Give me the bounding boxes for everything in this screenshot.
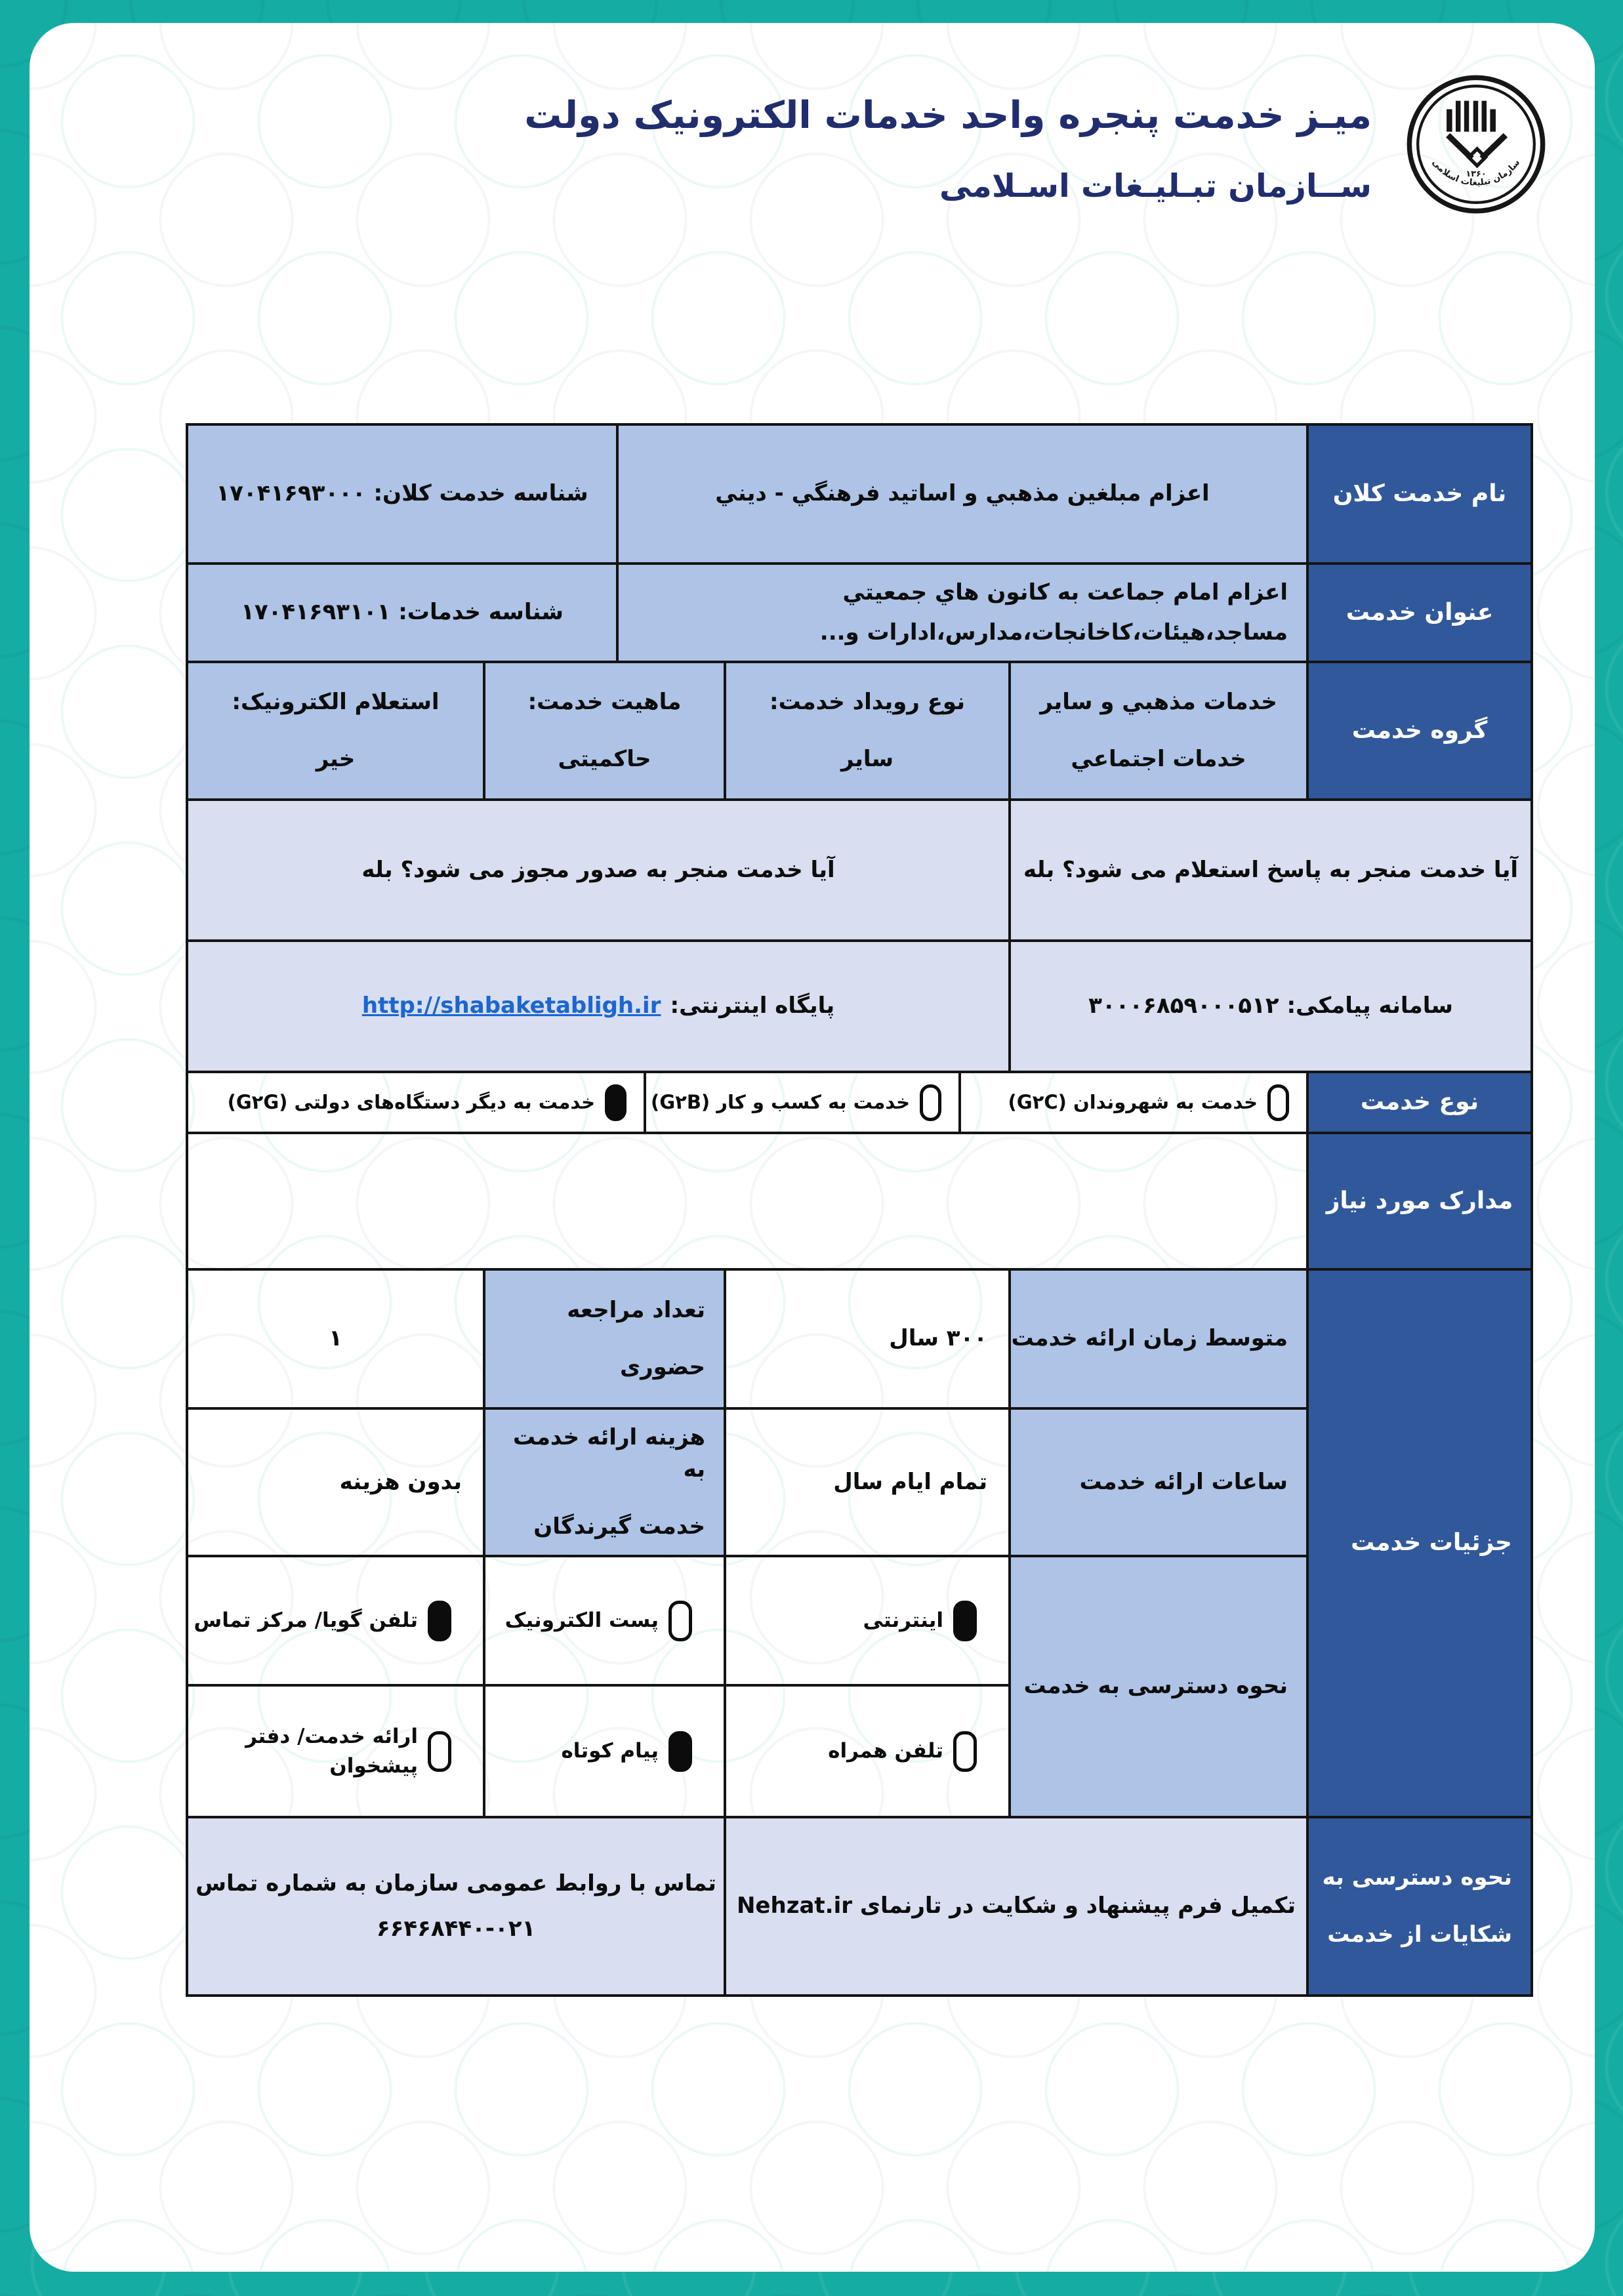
option-mobile [828,1731,977,1772]
service-group-value [1010,662,1307,800]
access-options [187,1556,1010,1817]
checkbox-internet[interactable] [953,1601,977,1641]
service-id: شناسه خدمات: ۱۷۰۴۱۶۹۳۱۰۱ [187,564,617,662]
visits-label-line1: تعداد مراجعه [567,1296,705,1323]
checkbox-g2b[interactable] [920,1084,941,1121]
page-subtitle: ســازمان تبـلیـغات اسـلامی [939,167,1372,205]
checkbox-email[interactable] [668,1601,692,1641]
service-type-option-g2g [187,1072,645,1133]
event-type-cell [725,662,1010,800]
leads-to-license: آیا خدمت منجر به صدور مجوز می شود؟ بله [187,800,1010,941]
service-title-text [617,564,1307,662]
access-option-counter [187,1685,484,1817]
complaints-phone-line2: ۶۶۴۶۸۴۴۰-۰۲۱ [376,1916,536,1942]
option-ivr-label: تلفن گویا/ مرکز تماس [194,1609,418,1633]
cost-label-line1: هزینه ارائه خدمت به [512,1424,705,1483]
macro-service-name: اعزام مبلغين مذهبي و اساتيد فرهنگي - ديني [617,424,1307,564]
visits-label [484,1269,725,1408]
option-counter [245,1722,451,1781]
row-header-complaints [1307,1817,1532,1996]
electronic-inquiry-label: استعلام الکترونیک: [232,688,440,715]
avg-time-label: متوسط زمان ارائه خدمت [1010,1269,1307,1408]
details-content [187,1269,1307,1817]
service-type-option-g2c [960,1072,1307,1133]
avg-time-value: ۳۰۰ سال [725,1269,1010,1408]
row-header-required-documents: مدارک مورد نیاز [1307,1133,1532,1269]
table-section-details [187,1269,1532,1817]
organization-emblem-icon [1406,74,1546,215]
table-row-service-group [187,662,1532,800]
option-sms [562,1731,693,1772]
kufic-allah-motif [1446,101,1508,166]
option-internet [863,1601,977,1641]
group-line2: خدمات اجتماعي [1071,746,1246,772]
access-row-1 [187,1556,1010,1685]
option-counter-label [245,1722,418,1781]
option-email [505,1601,692,1641]
table-row-complaints [187,1817,1532,1996]
event-type-label: نوع رويداد خدمت: [770,688,965,715]
page-title: میـز خدمت پنجره واحد خدمات الکترونیک دولت [524,94,1372,137]
visits-value: ۱ [187,1269,484,1408]
hours-label: ساعات ارائه خدمت [1010,1408,1307,1556]
cost-label [484,1408,725,1556]
access-option-email [484,1556,725,1685]
option-g2b [651,1084,941,1121]
macro-service-id: شناسه خدمت کلان: ۱۷۰۴۱۶۹۳۰۰۰ [187,424,617,564]
checkbox-sms[interactable] [668,1731,692,1772]
checkbox-counter[interactable] [428,1731,451,1772]
access-option-internet [725,1556,1010,1685]
access-label: نحوه دسترسی به خدمت [1010,1556,1307,1817]
table-row-contact [187,941,1532,1072]
table-row-service-type [187,1072,1532,1133]
organization-logo [1406,74,1546,215]
group-line1: خدمات مذهبي و ساير [1040,688,1277,715]
details-row-time [187,1269,1307,1408]
complaints-header-line1: نحوه دسترسی به [1322,1864,1512,1891]
service-title-line2: مساجد،هيئات،کاخانجات،مدارس،ادارات و... [819,619,1288,646]
option-g2g [228,1084,627,1121]
access-row-2 [187,1685,1010,1817]
details-row-access [187,1556,1307,1817]
required-documents-value [187,1133,1307,1269]
service-nature-cell [484,662,725,800]
website-cell [187,941,1010,1072]
visits-label-line2: حضوری [619,1354,705,1380]
page-header [524,74,1546,215]
table-row-macro-service [187,424,1532,564]
electronic-inquiry-value: خیر [316,746,356,772]
checkbox-g2c[interactable] [1267,1084,1289,1121]
table-row-leads-to [187,800,1532,941]
service-nature-value: حاکمیتی [558,746,651,772]
checkbox-mobile[interactable] [953,1731,977,1772]
hours-value: تمام ایام سال [725,1408,1010,1556]
document-card [30,23,1595,2272]
option-mobile-label: تلفن همراه [828,1739,943,1763]
complaints-online: تکمیل فرم پیشنهاد و شکایت در تارنمای Nehzat.ir [725,1817,1307,1996]
option-internet-label: اینترنتی [863,1609,943,1633]
electronic-inquiry-cell [187,662,484,800]
complaints-phone [187,1817,725,1996]
leads-to-inquiry: آیا خدمت منجر به پاسخ استعلام می شود؟ بله [1010,800,1532,941]
service-title-line1: اعزام امام جماعت به کانون هاي جمعيتي [842,579,1288,605]
option-g2c-label: خدمت به شهروندان (G۲C) [1008,1091,1258,1114]
option-ivr [194,1601,451,1641]
website-label: پایگاه اینترنتی: [670,993,835,1019]
cost-label-line2: خدمت گیرندگان [533,1513,705,1540]
access-option-mobile [725,1685,1010,1817]
details-row-hours-cost [187,1408,1307,1556]
option-counter-line1: ارائه خدمت/ دفتر [245,1724,418,1748]
service-nature-label: ماهیت خدمت: [527,688,682,715]
cost-value: بدون هزینه [187,1408,484,1556]
logo-caption: سازمان تبلیغات اسلامی [1429,157,1523,188]
table-row-required-documents [187,1133,1532,1269]
logo-year: ۱۳۶۰ [1466,169,1487,180]
table-row-service-title [187,564,1532,662]
complaints-header-line2: شکایات از خدمت [1327,1921,1512,1948]
website-link[interactable]: http://shabaketabligh.ir [361,993,661,1019]
complaints-phone-line1: تماس با روابط عمومی سازمان به شماره تماس [195,1870,716,1896]
option-sms-label: پیام کوتاه [561,1739,659,1763]
event-type-value: ساير [840,746,894,772]
row-header-service-group: گروه خدمت [1307,662,1532,800]
access-option-ivr [187,1556,484,1685]
row-header-service-title: عنوان خدمت [1307,564,1532,662]
option-g2b-label: خدمت به کسب و کار (G۲B) [651,1091,910,1114]
row-header-service-type: نوع خدمت [1307,1072,1532,1133]
row-header-macro-service: نام خدمت کلان [1307,424,1532,564]
checkbox-g2g[interactable] [605,1084,627,1121]
access-option-sms [484,1685,725,1817]
option-email-label: پست الکترونیک [504,1609,659,1633]
option-counter-line2: پیشخوان [329,1753,418,1778]
service-type-option-g2b [645,1072,960,1133]
sms-system: سامانه پیامکی: ۳۰۰۰۶۸۵۹۰۰۰۵۱۲ [1010,941,1532,1072]
checkbox-ivr[interactable] [428,1601,451,1641]
option-g2g-label: خدمت به دیگر دستگاه‌های دولتی (G۲G) [227,1091,595,1114]
title-block [524,94,1372,205]
row-header-details: جزئیات خدمت [1307,1269,1532,1817]
service-info-table [186,423,1533,1997]
option-g2c [1008,1084,1289,1121]
